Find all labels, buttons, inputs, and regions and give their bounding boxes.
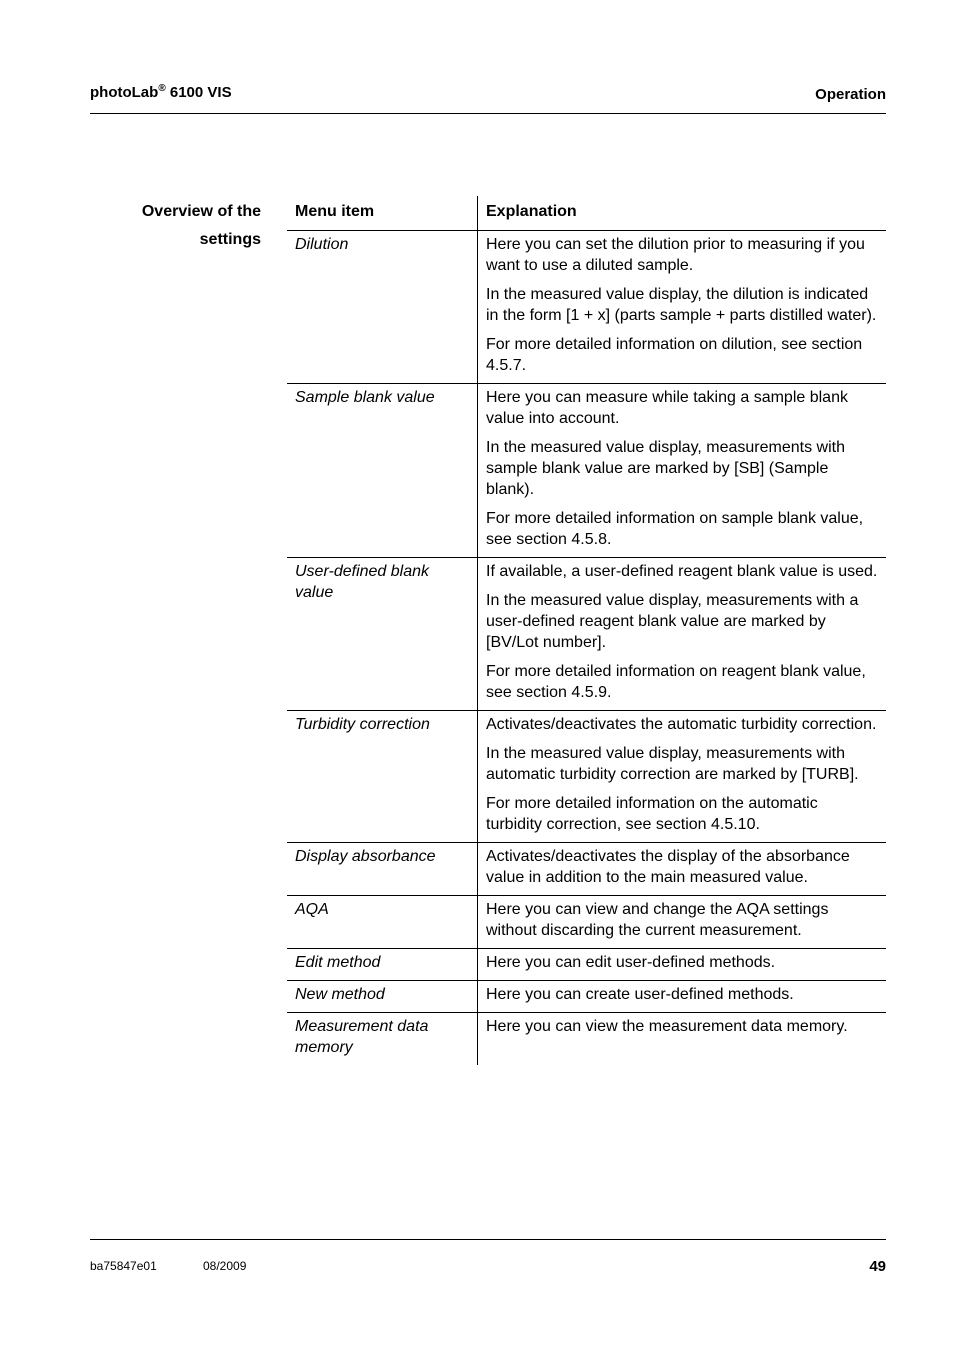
table-row [287, 384, 886, 558]
explanation-cell [478, 384, 887, 558]
page-footer [90, 1239, 886, 1275]
column-header-menu-item: Menu item [287, 196, 478, 231]
explanation-cell [478, 981, 887, 1013]
explanation-paragraph: In the measured value display, measurements with sample blank value are marked by [SB] (Sample blank). [486, 439, 845, 498]
trademark-symbol: ® [158, 83, 166, 94]
document-number: ba75847e01 [90, 1259, 157, 1273]
explanation-paragraph: Here you can edit user-defined methods. [486, 954, 776, 971]
explanation-cell [478, 896, 887, 949]
table-row [287, 1013, 886, 1066]
table-row [287, 896, 886, 949]
menu-item-cell: Display absorbance [287, 843, 478, 896]
product-name [90, 84, 232, 101]
explanation-paragraph: Here you can create user-defined methods. [486, 986, 794, 1003]
explanation-paragraph: In the measured value display, the dilution is indicated in the form [1 + x] (parts sample + parts distilled water). [486, 286, 877, 324]
menu-item-cell: Turbidity correction [287, 711, 478, 843]
menu-item-cell: Edit method [287, 949, 478, 981]
table-row [287, 949, 886, 981]
table-row [287, 558, 886, 711]
explanation-paragraph: Activates/deactivates the display of the absorbance value in addition to the main measured value. [486, 848, 850, 886]
column-header-explanation: Explanation [478, 196, 887, 231]
explanation-cell [478, 1013, 887, 1066]
menu-item-cell: Dilution [287, 231, 478, 384]
explanation-paragraph: If available, a user-defined reagent blank value is used. [486, 563, 878, 580]
table-body [287, 231, 886, 1066]
explanation-cell [478, 558, 887, 711]
explanation-paragraph: Activates/deactivates the automatic turbidity correction. [486, 716, 877, 733]
explanation-paragraph: In the measured value display, measurements with a user-defined reagent blank value are marked by [BV/Lot number]. [486, 592, 859, 651]
page-number: 49 [869, 1258, 886, 1275]
explanation-paragraph: Here you can set the dilution prior to measuring if you want to use a diluted sample. [486, 236, 865, 274]
explanation-paragraph: For more detailed information on reagent blank value, see section 4.5.9. [486, 663, 866, 701]
table-row [287, 231, 886, 384]
section-heading [100, 198, 261, 254]
table-row [287, 843, 886, 896]
explanation-paragraph: Here you can view and change the AQA settings without discarding the current measurement. [486, 901, 829, 939]
explanation-paragraph: Here you can view the measurement data memory. [486, 1018, 848, 1035]
explanation-paragraph: In the measured value display, measurements with automatic turbidity correction are marked by [TURB]. [486, 745, 859, 783]
product-brand: photoLab [90, 84, 159, 101]
document-date: 08/2009 [203, 1259, 247, 1273]
section-heading-line-2: settings [199, 231, 261, 248]
menu-item-cell: User-defined blank value [287, 558, 478, 711]
page-header [90, 84, 886, 114]
explanation-paragraph: For more detailed information on dilution, see section 4.5.7. [486, 336, 863, 374]
chapter-title: Operation [815, 86, 886, 103]
table-header-row [287, 196, 886, 231]
menu-item-cell: Sample blank value [287, 384, 478, 558]
settings-table [287, 196, 886, 1065]
table-row [287, 981, 886, 1013]
explanation-cell [478, 231, 887, 384]
explanation-cell [478, 843, 887, 896]
explanation-paragraph: For more detailed information on sample blank value, see section 4.5.8. [486, 510, 864, 548]
product-model: 6100 VIS [165, 84, 232, 101]
menu-item-cell: Measurement data memory [287, 1013, 478, 1066]
menu-item-cell: New method [287, 981, 478, 1013]
explanation-paragraph: Here you can measure while taking a sample blank value into account. [486, 389, 848, 427]
explanation-cell [478, 949, 887, 981]
explanation-paragraph: For more detailed information on the automatic turbidity correction, see section 4.5.10. [486, 795, 818, 833]
section-heading-line-1: Overview of the [141, 203, 261, 220]
explanation-cell [478, 711, 887, 843]
menu-item-cell: AQA [287, 896, 478, 949]
table-row [287, 711, 886, 843]
